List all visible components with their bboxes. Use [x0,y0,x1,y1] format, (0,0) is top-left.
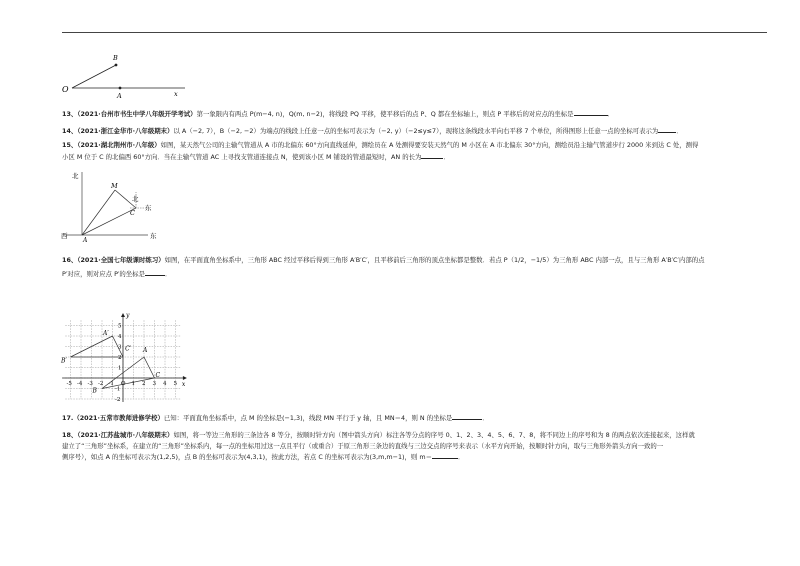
y-tick-label: 1 [118,365,122,372]
label-east: 东 [150,232,157,240]
q13-text: 第一象限内有两点 P(m−4, n)，Q(m, n−2)，将线段 PQ 平移，使平移后的点 P、Q 都在坐标轴上，则点 P 平移后的对应点的坐标是 [196,110,574,118]
label-A: A [83,237,88,243]
header-rule [62,32,767,33]
y-tick-label: 4 [118,334,122,340]
q18-source: （2021·江苏盐城市·八年级期末） [77,431,174,439]
y-axis-arrow [121,313,125,317]
question-18: 18、（2021·江苏盐城市·八年级期末）如图，将一等边三角形的三条边各 8 等分，按顺时针方向（图中箭头方向）标注各等分点的序号 0、1、2、3、4、5、6、7、8，将不同边上的序号和为 8 的两点依次连接起来，这样就 建立了“三角形”坐标系，在建立的“三角形”坐标系内，每一点的坐标用过这一点且平行（或重合）于原三角形三条边的直线与三边交点的序号来表示（水平方向开始，按顺时针方向，取与三角形外箭头方向一致的一 侧序号），如点 A 的坐标可表示为(1,2,5)，点 B 的坐标可表示为(4,3,1)，按此方法，若点 C 的坐标可表示为(3,m,m−1)，则 m＝ ． [62,431,695,461]
q17-source: （2021·五常市教师进修学校） [73,414,164,422]
label-M: M [111,182,118,190]
q15-line1: 如图，某天然气公司的主输气管道从 A 市的北偏东 60°方向直线延伸，测绘员在 A 处测得要安装天然气的 M 小区在 A 市北偏东 30°方向，测绘员沿主输气管道步行 2000 米到达 C 处，测得 [160,141,699,149]
x-tick-label: 2 [142,381,146,387]
y-axis-label: y [126,312,130,320]
q13-number: 13、 [62,110,78,118]
x-tick-label: 3 [152,381,156,387]
q18-line2: 建立了“三角形”坐标系，在建立的“三角形”坐标系内，每一点的坐标用过这一点且平行（或重合）于原三角形三条边的直线与三边交点的序号来表示（水平方向开始，按顺时针方向，取与三角形外箭头方向一致的一 [62,441,664,450]
vertex-label: C [155,371,161,379]
vertex-label: B [92,387,97,395]
question-14: 14、（2021·浙江金华市·八年级期末）以 A（−2, 7），B（−2, −2）为端点的线段上任意一点的坐标可表示为（−2, y）（−2≤y≤7），现将这条线段水平向右平移 7 个单位，所得图形上任意一点的坐标可表示为 ． [62,127,683,135]
q15-answer-blank[interactable] [421,151,443,159]
q15-line2: 小区 M 位于 C 的北偏西 60°方向．当在主输气管道 AC 上寻找支管道连接点 N，使到该小区 M 铺设的管道最短时，AN 的长为 [62,152,422,161]
q16-source: （2021·全国七年级课时练习） [77,256,165,264]
q14-answer-blank[interactable] [658,125,676,133]
q18-answer-blank[interactable] [432,451,458,459]
vertex-label: B′ [61,357,67,365]
y-tick-label: 2 [118,355,122,361]
x-tick-label: -1 [108,381,114,387]
q18-number: 18、 [62,431,78,439]
y-tick-label: -1 [115,386,121,393]
x-axis-label: x [181,381,186,388]
q17-number: 17. [62,414,74,422]
y-tick-label: 5 [118,323,122,330]
q13-source: （2021·台州市书生中学八年级开学考试） [77,110,197,118]
label-north: 北 [72,172,79,180]
figure-ray-oab [60,48,190,100]
y-tick-label: -2 [115,397,121,402]
label-O: O [62,85,69,94]
x-tick-label: -2 [98,381,104,387]
x-axis-arrow [183,376,187,380]
question-17: 17.（2021·五常市教师进修学校）已知：平面直角坐标系中，点 M 的坐标是(−1,3)，线段 MN 平行于 y 轴，且 MN＝4，则 N 的坐标是 ． [62,414,489,422]
q18-line1: 如图，将一等边三角形的三条边各 8 等分，按顺时针方向（图中箭头方向）标注各等分点的序号 0、1、2、3、4、5、6、7、8，将不同边上的序号和为 8 的两点依次连接起来，这样就 [173,431,695,439]
q14-source: （2021·浙江金华市·八年级期末） [77,127,174,135]
x-tick-label: -4 [77,381,83,387]
q14-text: 以 A（−2, 7），B（−2, −2）为端点的线段上任意一点的坐标可表示为（−2, y）（−2≤y≤7），现将这条线段水平向右平移 7 个单位，所得图形上任意一点的坐标可表示为 [173,127,659,135]
label-C: C [130,209,135,217]
question-13: 13、（2021·台州市书生中学八年级开学考试）第一象限内有两点 P(m−4, n)，Q(m, n−2)，将线段 PQ 平移，使平移后的点 P、Q 都在坐标轴上，则点 P 平移后的对应点的坐标是 ． [62,110,614,118]
x-tick-label: 1 [131,381,135,387]
q16-number: 16、 [62,256,78,264]
label-west: 西 [61,232,68,240]
x-tick-label: 4 [163,381,167,387]
q18-line3: 侧序号），如点 A 的坐标可表示为(1,2,5)，点 B 的坐标可表示为(4,3,1)，按此方法，若点 C 的坐标可表示为(3,m,m−1)，则 m＝ [62,453,432,461]
q16-answer-blank[interactable] [145,268,165,276]
q17-text: 已知：平面直角坐标系中，点 M 的坐标是(−1,3)，线段 MN 平行于 y 轴，且 MN＝4，则 N 的坐标是 [163,414,453,422]
vertex-label: C′ [125,345,132,353]
x-tick-label: 5 [173,381,177,387]
label-B: B [113,54,118,62]
label-x: x [174,90,178,98]
q15-number: 15、 [62,141,78,149]
q13-answer-blank[interactable] [574,108,608,116]
q14-number: 14、 [62,127,78,135]
q15-source: （2021·湖北荆州市·八年级） [77,141,161,149]
x-tick-label: -5 [66,381,72,387]
x-tick-label: O [121,381,126,387]
q16-line2: P′对应，则对应点 P′的坐标是 [62,269,145,278]
figure-coordinate-grid [58,282,188,402]
label-north2: 北 [132,195,139,203]
label-east2: 东 [145,204,152,212]
figure-compass [60,168,170,243]
q17-answer-blank[interactable] [452,412,482,420]
y-tick-label: 3 [118,344,122,351]
vertex-label: A [142,346,148,354]
x-tick-label: -3 [87,381,93,387]
label-A: A [117,92,122,100]
q16-line1: 如图，在平面直角坐标系中，三角形 ABC 经过平移后得到三角形 A′B′C′，且平移前后三角形的顶点坐标都是整数．若点 P（1/2，−1/5）为三角形 ABC 内部一点，且与三角形 A′B′C′内部的点 [164,256,705,264]
question-16: 16、（2021·全国七年级课时练习）如图，在平面直角坐标系中，三角形 ABC 经过平移后得到三角形 A′B′C′，且平移前后三角形的顶点坐标都是整数．若点 P（1/2，−1/5）为三角形 ABC 内部一点，且与三角形 A′B′C′内部的点 P′对应，则对应点 P′的坐标是 ． [62,256,705,278]
vertex-label: A′ [103,329,109,337]
question-15: 15、（2021·湖北荆州市·八年级）如图，某天然气公司的主输气管道从 A 市的北偏东 60°方向直线延伸，测绘员在 A 处测得要安装天然气的 M 小区在 A 市北偏东 30°方向，测绘员沿主输气管道步行 2000 米到达 C 处，测得 小区 M 位于 C 的北偏西 60°方向．当在主输气管道 AC 上寻找支管道连接点 N，使到该小区 M 铺设的管道最短时，AN 的长为 ． [62,141,699,161]
